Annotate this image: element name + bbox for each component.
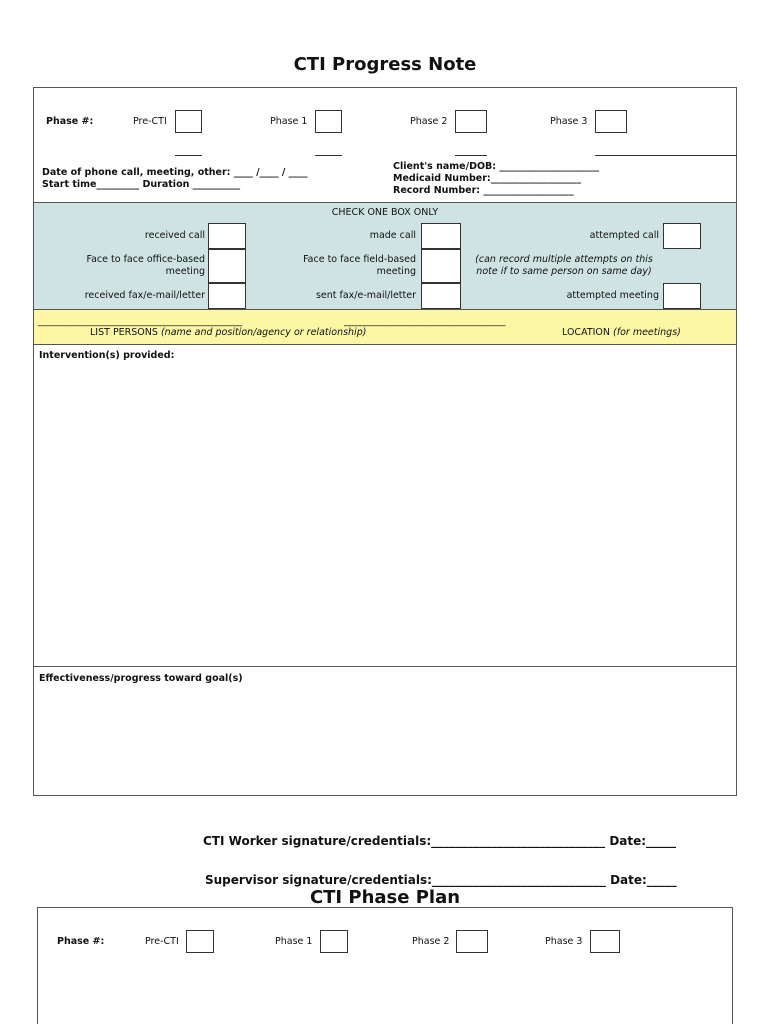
received-call-label: received call	[144, 230, 205, 241]
client-name-dob-line[interactable]: Client's name/DOB: _____________________	[393, 161, 600, 172]
location-hint: (for meetings)	[613, 327, 681, 338]
location-label: LOCATION	[562, 327, 611, 338]
intervention-label: Intervention(s) provided:	[39, 350, 175, 361]
effectiveness-textarea[interactable]	[34, 688, 736, 794]
plan-option-phase-1: Phase 1	[275, 936, 313, 947]
face-field-checkbox[interactable]	[421, 249, 461, 283]
attempted-meeting-checkbox[interactable]	[663, 283, 701, 309]
phase-label: Phase #:	[46, 116, 94, 127]
made-call-label: made call	[369, 230, 416, 241]
face-field-label: Face to face field-based meeting	[303, 254, 416, 277]
phase-option-phase-1: Phase 1	[270, 116, 308, 127]
effectiveness-label: Effectiveness/progress toward goal(s)	[39, 673, 243, 684]
start-time-line[interactable]: Start time_________ Duration __________	[42, 179, 241, 190]
attempted-call-checkbox[interactable]	[663, 223, 701, 249]
list-persons-caption	[90, 327, 366, 338]
plan-option-phase-3: Phase 3	[545, 936, 583, 947]
attempted-meeting-label: attempted meeting	[566, 290, 659, 301]
record-number-line[interactable]: Record Number: ___________________	[393, 185, 574, 196]
sent-fax-checkbox[interactable]	[421, 283, 461, 309]
list-persons-label: LIST PERSONS	[90, 327, 158, 338]
phase-option-phase-2: Phase 2	[410, 116, 448, 127]
attempted-call-label: attempted call	[589, 230, 659, 241]
face-office-label: Face to face office-based meeting	[86, 254, 205, 277]
received-fax-checkbox[interactable]	[208, 283, 246, 309]
phase-checkbox-phase-2[interactable]	[455, 110, 487, 133]
medicaid-number-line[interactable]: Medicaid Number:___________________	[393, 173, 581, 184]
phase-checkbox-phase-3[interactable]	[595, 110, 627, 133]
worker-signature-line[interactable]: CTI Worker signature/credentials:_____________________________ Date:_____	[203, 834, 677, 848]
check-one-box-heading: CHECK ONE BOX ONLY	[331, 207, 439, 218]
phase-plan-frame	[37, 907, 733, 1024]
phase-option-pre-cti: Pre-CTI	[133, 116, 167, 127]
received-call-checkbox[interactable]	[208, 223, 246, 249]
plan-option-phase-2: Phase 2	[412, 936, 450, 947]
list-persons-hint: (name and position/agency or relationship)	[160, 327, 367, 338]
page-title: CTI Progress Note	[293, 54, 477, 75]
multiple-attempts-note: (can record multiple attempts on this note if to same person on same day)	[475, 254, 653, 277]
location-line[interactable]: __________________________________	[344, 316, 506, 327]
received-fax-label: received fax/e-mail/letter	[84, 290, 205, 301]
persons-name-line[interactable]: ___________________________________________	[38, 316, 243, 327]
sent-fax-label: sent fax/e-mail/letter	[315, 290, 416, 301]
plan-checkbox-phase-1[interactable]	[320, 930, 348, 953]
phase-plan-title: CTI Phase Plan	[309, 887, 461, 908]
supervisor-signature-line[interactable]: Supervisor signature/credentials:_____________________________ Date:_____	[205, 873, 677, 887]
plan-checkbox-pre-cti[interactable]	[186, 930, 214, 953]
phase-checkbox-phase-1[interactable]	[315, 110, 342, 133]
plan-checkbox-phase-3[interactable]	[590, 930, 620, 953]
intervention-textarea[interactable]	[34, 364, 736, 666]
date-of-contact-line[interactable]: Date of phone call, meeting, other: ____ /____ / ____	[42, 167, 308, 178]
plan-checkbox-phase-2[interactable]	[456, 930, 488, 953]
location-caption	[562, 327, 681, 338]
phase-plan-label: Phase #:	[57, 936, 105, 947]
face-office-checkbox[interactable]	[208, 249, 246, 283]
made-call-checkbox[interactable]	[421, 223, 461, 249]
phase-checkbox-pre-cti[interactable]	[175, 110, 202, 133]
phase-option-phase-3: Phase 3	[550, 116, 588, 127]
plan-option-pre-cti: Pre-CTI	[145, 936, 179, 947]
